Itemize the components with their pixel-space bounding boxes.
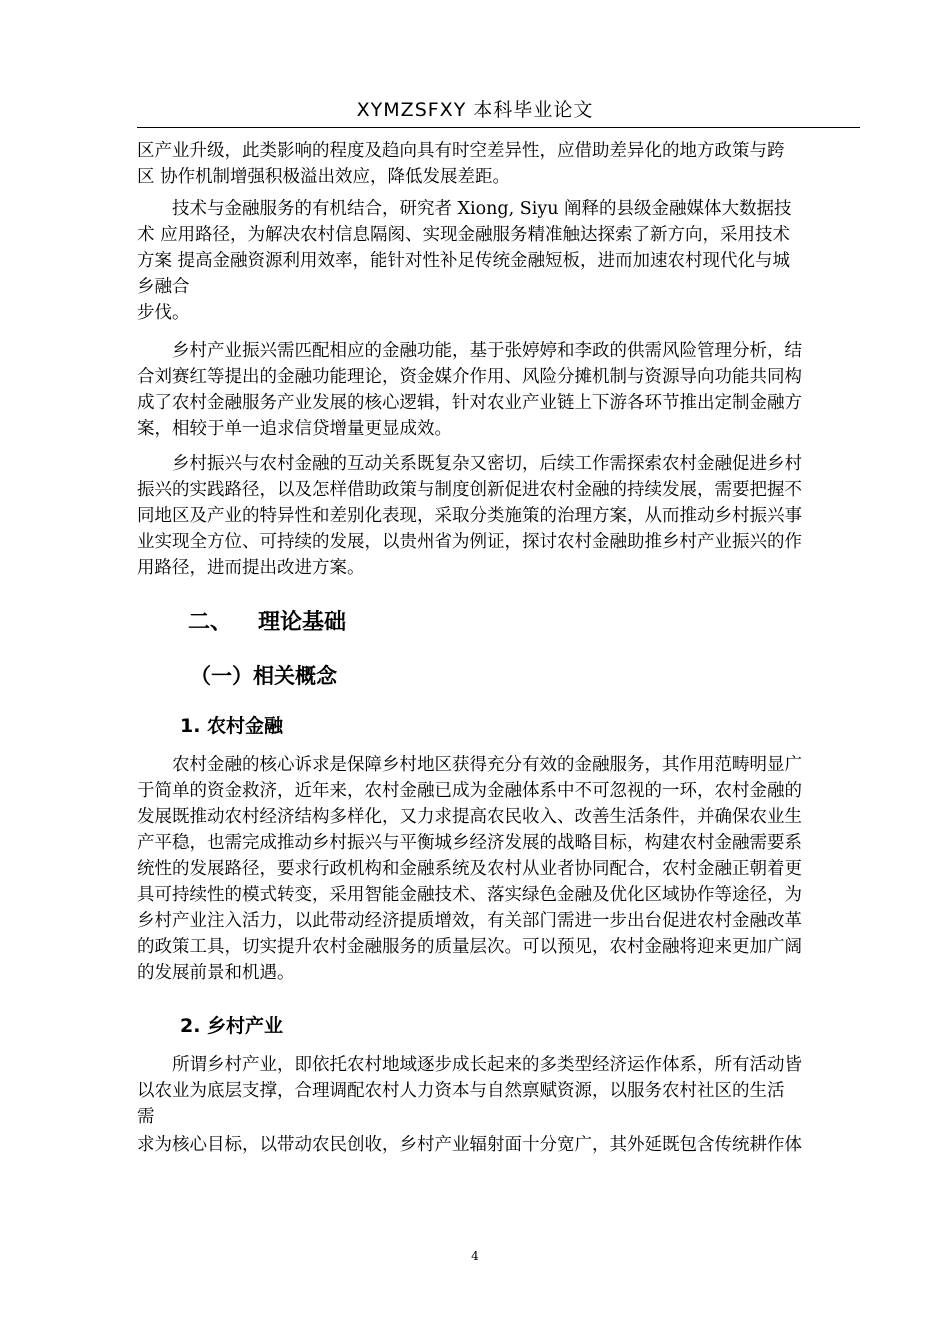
text-line: 乡融合 [137,277,190,297]
text-line: 方案 提高金融资源利用效率，能针对性补足传统金融短板，进而加速农村现代化与城 [137,251,791,271]
item-heading-rural-industry: 2. 乡村产业 [180,1015,284,1037]
section-number: 二、 [188,610,233,635]
page-number: 4 [471,1249,479,1263]
text-line: 以农业为底层支撑，合理调配农村人力资本与自然禀赋资源，以服务农村社区的生活 [137,1081,785,1101]
text-line: 求为核心目标，以带动农民创收，乡村产业辐射面十分宽广，其外延既包含传统耕作体 [137,1135,802,1155]
text-line: 统性的发展路径，要求行政机构和金融系统及农村从业者协同配合，农村金融正朝着更 [137,859,802,879]
text-line: 的发展前景和机遇。 [137,963,295,983]
paragraph [137,1132,860,1158]
header-divider [137,127,860,128]
text-line: 步伐。 [137,303,190,323]
text-line: 用路径，进而提出改进方案。 [137,558,365,578]
text-line: 区产业升级，此类影响的程度及趋向具有时空差异性，应借助差异化的地方政策与跨 [137,141,785,161]
text-line: 乡村产业振兴需匹配相应的金融功能，基于张婷婷和李政的供需风险管理分析，结 [137,341,802,361]
text-line: 于简单的资金救济，近年来，农村金融已成为金融体系中不可忽视的一环，农村金融的 [137,781,802,801]
paragraph [137,138,860,190]
text-line: 农村金融的核心诉求是保障乡村地区获得充分有效的金融服务，其作用范畴明显广 [137,755,802,775]
text-line: 术 应用路径，为解决农村信息隔阂、实现金融服务精准触达探索了新方向，采用技术 [137,225,791,245]
text-line: 发展既推动农村经济结构多样化，又力求提高农民收入、改善生活条件，并确保农业生 [137,807,802,827]
paragraph [137,196,860,326]
paragraph [137,1052,860,1130]
text-line: 业实现全方位、可持续的发展，以贵州省为例证，探讨农村金融助推乡村产业振兴的作 [137,532,802,552]
running-header: XYMZSFXY 本科毕业论文 [356,99,594,121]
paragraph [137,451,860,581]
text-line: 所谓乡村产业，即依托农村地域逐步成长起来的多类型经济运作体系，所有活动皆 [137,1055,802,1075]
text-line: 乡村产业注入活力，以此带动经济提质增效，有关部门需进一步出台促进农村金融改革 [137,911,802,931]
text-line: 技术与金融服务的有机结合，研究者 Xiong, Siyu 阐释的县级金融媒体大数据技 [137,199,792,219]
text-line: 合刘赛红等提出的金融功能理论，资金媒介作用、风险分摊机制与资源导向功能共同构 [137,367,802,387]
text-line: 的政策工具，切实提升农村金融服务的质量层次。可以预见，农村金融将迎来更加广阔 [137,937,802,957]
text-line: 区 协作机制增强积极溢出效应，降低发展差距。 [137,167,511,187]
text-line: 案，相较于单一追求信贷增量更显成效。 [137,419,452,439]
text-line: 需 [137,1107,155,1127]
text-line: 产平稳，也需完成推动乡村振兴与平衡城乡经济发展的战略目标，构建农村金融需要系 [137,833,802,853]
paragraph [137,752,860,986]
text-line: 具可持续性的模式转变，采用智能金融技术、落实绿色金融及优化区域协作等途径，为 [137,885,802,905]
text-line: 振兴的实践路径，以及怎样借助政策与制度创新促进农村金融的持续发展，需要把握不 [137,480,802,500]
section-heading [188,605,346,636]
text-line: 成了农村金融服务产业发展的核心逻辑，针对农业产业链上下游各环节推出定制金融方 [137,393,802,413]
item-heading-rural-finance: 1. 农村金融 [180,715,284,737]
paragraph [137,338,860,442]
subsection-heading: （一）相关概念 [190,664,337,688]
section-title: 理论基础 [258,610,347,635]
text-line: 乡村振兴与农村金融的互动关系既复杂又密切，后续工作需探索农村金融促进乡村 [137,454,802,474]
text-line: 同地区及产业的特异性和差别化表现，采取分类施策的治理方案，从而推动乡村振兴事 [137,506,802,526]
